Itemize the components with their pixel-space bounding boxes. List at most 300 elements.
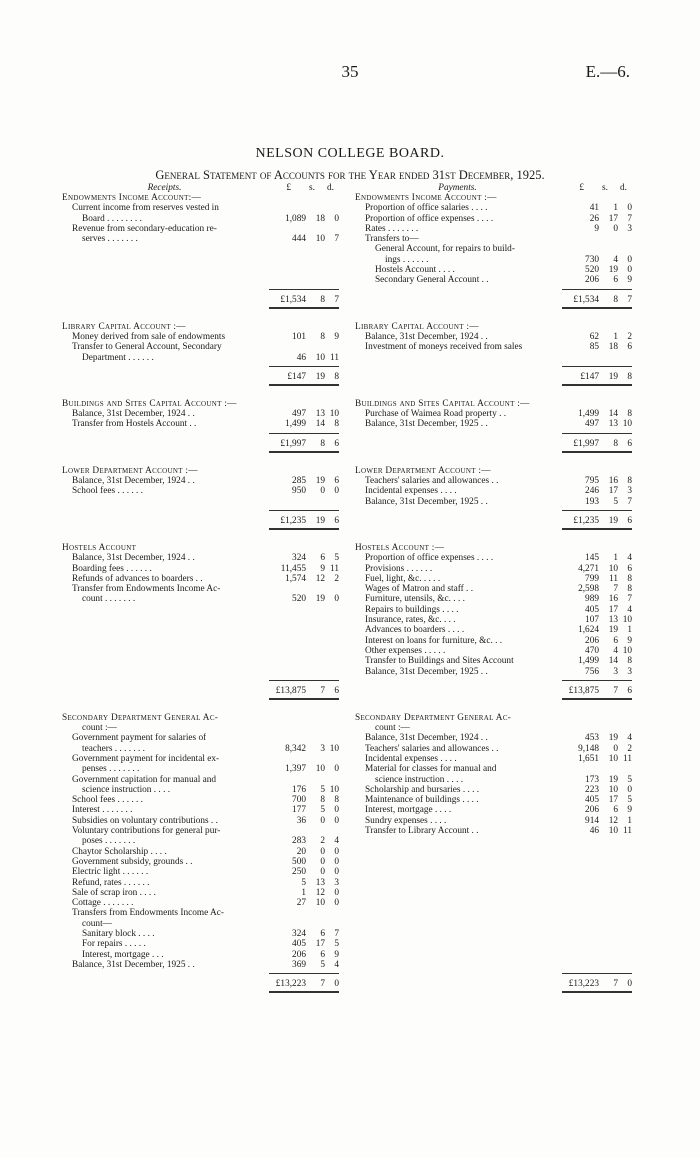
amount-pence: 0: [334, 887, 339, 898]
amount: [269, 234, 339, 244]
amount-pounds: 8,342: [285, 743, 306, 754]
row-label: Fuel, light, &c. . . . .: [365, 573, 441, 584]
row-label: Interest . . . . . . .: [72, 805, 133, 816]
row-label: Cottage . . . . . . .: [72, 898, 134, 909]
amount-shillings: 19: [608, 265, 618, 276]
amount-pence: 9: [334, 949, 339, 960]
row-label: Rates . . . . . . .: [365, 223, 419, 234]
amount-pence: 3: [627, 223, 632, 234]
amount-pounds: 283: [292, 836, 306, 847]
blank-row: [355, 929, 632, 939]
amount-pence: 6: [334, 685, 339, 696]
amount-pence: 0: [334, 846, 339, 857]
row-label: Balance, 31st December, 1924 . .: [72, 476, 195, 487]
row-label: School fees . . . . . .: [72, 486, 144, 497]
amount: [269, 553, 339, 563]
row-label: Material for classes for manual and: [365, 764, 497, 775]
amount: [562, 295, 632, 305]
blank-row: [62, 255, 339, 265]
total-double-rule: [269, 307, 339, 309]
amount: [269, 929, 339, 939]
row-label: Purchase of Waimea Road property . .: [365, 409, 507, 420]
payments-column: [355, 183, 632, 992]
table-row: [355, 826, 632, 836]
amount-pounds: 369: [292, 959, 306, 970]
amount: [269, 816, 339, 826]
amount-pounds: 2,598: [578, 584, 599, 595]
amount-pounds: 193: [585, 496, 599, 507]
amount-pence: 10: [329, 409, 339, 420]
amount: [562, 342, 632, 352]
account-section: [62, 466, 339, 529]
amount-pounds: 145: [585, 553, 599, 564]
amount-pounds: 20: [296, 846, 306, 857]
blank-row: [62, 625, 339, 635]
account-title: Buildings and Sites Capital Account :—: [62, 398, 237, 409]
section-gap: [355, 699, 632, 713]
amount: [269, 878, 339, 888]
table-row: [355, 646, 632, 656]
amount-pounds: 914: [585, 815, 599, 826]
amount-pence: 6: [627, 563, 632, 574]
document-title: NELSON COLLEGE BOARD.: [255, 146, 445, 161]
account-section: [62, 322, 339, 385]
amount: [269, 805, 339, 815]
amount-shillings: 6: [320, 553, 325, 564]
blank-row: [62, 497, 339, 507]
table-row: [62, 960, 339, 970]
blank-row: [62, 605, 339, 615]
table-row: [62, 785, 339, 795]
amount-pence: 0: [627, 265, 632, 276]
table-row: [355, 584, 632, 594]
amount-shillings: 0: [320, 486, 325, 497]
amount: [562, 805, 632, 815]
amount-pounds: £13,223: [568, 979, 599, 990]
amount-pounds: 1,499: [578, 409, 599, 420]
table-row: [355, 497, 632, 507]
total-rule: [269, 433, 339, 434]
table-row: [62, 867, 339, 877]
amount-pounds: 173: [585, 774, 599, 785]
table-row: [62, 898, 339, 908]
amount: [562, 564, 632, 574]
total-double-rule: [269, 528, 339, 530]
amount-pounds: 4,271: [578, 563, 599, 574]
total-rule: [269, 510, 339, 511]
amount-pence: 3: [627, 486, 632, 497]
table-row: [355, 754, 632, 764]
total-double-rule: [269, 698, 339, 700]
amount: [562, 372, 632, 382]
row-label: Proportion of office expenses . . . .: [365, 553, 494, 564]
blank-row: [62, 656, 339, 666]
amount: [269, 939, 339, 949]
amount-pence: 8: [334, 371, 339, 382]
page-number: 35: [341, 62, 359, 81]
amount: [562, 255, 632, 265]
row-label: Sundry expenses . . . .: [365, 815, 447, 826]
amount: [269, 476, 339, 486]
section-gap: [355, 529, 632, 543]
amount-shillings: 19: [608, 515, 618, 526]
amount-shillings: 17: [608, 795, 618, 806]
amount: [269, 960, 339, 970]
amount: [562, 594, 632, 604]
amount: [562, 419, 632, 429]
section-total: [355, 970, 632, 992]
amount-shillings: 12: [315, 887, 325, 898]
amount: [562, 795, 632, 805]
amount-shillings: 0: [613, 743, 618, 754]
row-label: For repairs . . . . .: [82, 939, 146, 950]
table-row: [62, 342, 339, 352]
pounds-symbol: £: [579, 183, 584, 193]
amount-pence: 0: [334, 856, 339, 867]
amount: [269, 764, 339, 774]
row-label: Advances to boarders . . . .: [365, 625, 465, 636]
total-rule: [562, 680, 632, 681]
shillings-symbol: s.: [309, 183, 315, 193]
section-total: [355, 507, 632, 529]
table-row: [62, 419, 339, 429]
amount-pence: 5: [627, 795, 632, 806]
amount-pounds: 206: [585, 275, 599, 286]
amount-pounds: £1,997: [280, 438, 306, 449]
amount: [562, 214, 632, 224]
amount: [269, 795, 339, 805]
amount: [562, 486, 632, 496]
amount-pounds: 497: [292, 409, 306, 420]
section-gap: [355, 308, 632, 322]
payments-heading-row: [355, 183, 632, 193]
receipts-body: [62, 193, 339, 992]
amount-shillings: 1: [613, 553, 618, 564]
amount: [269, 332, 339, 342]
account-title: Secondary Department General Ac-: [62, 712, 219, 723]
amount: [562, 625, 632, 635]
row-label: Transfer from Endowments Income Ac-: [72, 584, 221, 595]
amount-pence: 0: [334, 898, 339, 909]
section-total: [62, 286, 339, 308]
section-total: [62, 970, 339, 992]
table-row: [62, 486, 339, 496]
total-double-rule: [562, 991, 632, 993]
row-label: Government payment for salaries of: [72, 733, 207, 744]
row-label: ings . . . . . .: [385, 254, 429, 265]
amount: [562, 826, 632, 836]
row-label: School fees . . . . . .: [72, 795, 144, 806]
table-row: [62, 929, 339, 939]
amount-pounds: 453: [585, 733, 599, 744]
amount-pence: 3: [627, 666, 632, 677]
amount-shillings: 5: [320, 805, 325, 816]
row-label: Subsidies on voluntary contributions . .: [72, 815, 218, 826]
amount-pounds: 250: [292, 867, 306, 878]
amount-pence: 3: [334, 877, 339, 888]
amount-shillings: 0: [613, 223, 618, 234]
amount-pence: 4: [627, 553, 632, 564]
table-row: [62, 564, 339, 574]
table-row: [355, 409, 632, 419]
table-row: [355, 594, 632, 604]
amount-pence: 9: [627, 275, 632, 286]
table-row: [62, 847, 339, 857]
table-row: [62, 775, 339, 785]
amount: [562, 775, 632, 785]
amount-pounds: 36: [296, 815, 306, 826]
row-label: Electric light . . . . . .: [72, 867, 149, 878]
row-label: Government capitation for manual and: [72, 774, 217, 785]
blank-row: [355, 950, 632, 960]
amount: [269, 785, 339, 795]
amount-pounds: 756: [585, 666, 599, 677]
amount: [562, 574, 632, 584]
row-label: Transfers from Endowments Income Ac-: [72, 908, 224, 919]
table-row: [62, 214, 339, 224]
account-section: [62, 193, 339, 308]
section-total: [355, 363, 632, 385]
amount-shillings: 0: [320, 867, 325, 878]
amount-pounds: 1,574: [285, 573, 306, 584]
amount-pounds: 324: [292, 553, 306, 564]
blank-row: [355, 908, 632, 918]
amount-pounds: 470: [585, 645, 599, 656]
amount-pence: 0: [334, 486, 339, 497]
amount-pounds: 700: [292, 795, 306, 806]
amount-pounds: 950: [292, 486, 306, 497]
row-label: Insurance, rates, &c. . . .: [365, 615, 456, 626]
amount: [269, 744, 339, 754]
table-row: [62, 353, 339, 363]
blank-row: [355, 867, 632, 877]
amount-shillings: 19: [315, 594, 325, 605]
amount: [269, 594, 339, 604]
amount-pounds: 206: [292, 949, 306, 960]
amount-shillings: 4: [613, 645, 618, 656]
row-label: Other expenses . . . . .: [365, 645, 446, 656]
table-row: [355, 265, 632, 275]
amount-shillings: 10: [608, 826, 618, 837]
amount-pence: 0: [627, 979, 632, 990]
amount-pence: 7: [334, 929, 339, 940]
row-label: Balance, 31st December, 1925 . .: [365, 496, 488, 507]
table-row: [355, 723, 632, 733]
table-row: [62, 878, 339, 888]
section-gap: [62, 699, 339, 713]
amount: [562, 584, 632, 594]
amount-shillings: 19: [315, 371, 325, 382]
amount-shillings: 17: [608, 486, 618, 497]
payments-body: [355, 193, 632, 992]
row-label: Maintenance of buildings . . . .: [365, 795, 479, 806]
blank-row: [355, 919, 632, 929]
amount-pence: 4: [627, 733, 632, 744]
amount: [269, 857, 339, 867]
amount-pounds: £13,875: [568, 685, 599, 696]
table-row: [355, 733, 632, 743]
row-label: Interest on loans for furniture, &c. . .: [365, 635, 503, 646]
total-rule: [269, 973, 339, 974]
amount-shillings: 13: [608, 419, 618, 430]
blank-row: [355, 836, 632, 846]
account-section: [355, 193, 632, 308]
amount-shillings: 3: [320, 743, 325, 754]
row-label: Boarding fees . . . . . .: [72, 563, 152, 574]
table-row: [62, 553, 339, 563]
amount-shillings: 6: [613, 635, 618, 646]
section-gap: [62, 529, 339, 543]
amount-shillings: 9: [320, 563, 325, 574]
account-title: Hostels Account: [62, 542, 137, 553]
row-label: Transfer to Library Account . .: [365, 826, 479, 837]
amount: [269, 516, 339, 526]
row-label: Chaytor Scholarship . . . .: [72, 846, 167, 857]
amount-pence: 8: [627, 371, 632, 382]
amount-pence: 8: [627, 573, 632, 584]
amount-pounds: 177: [292, 805, 306, 816]
amount-pence: 7: [334, 294, 339, 305]
row-label: serves . . . . . . .: [82, 234, 138, 245]
table-row: [355, 203, 632, 213]
amount-shillings: 17: [315, 939, 325, 950]
amount: [269, 979, 339, 989]
table-row: [62, 826, 339, 836]
amount-pounds: 500: [292, 856, 306, 867]
row-label: Balance, 31st December, 1924 . .: [365, 733, 488, 744]
table-row: [62, 764, 339, 774]
row-label: Proportion of office salaries . . . .: [365, 203, 488, 214]
amount-pounds: 405: [585, 795, 599, 806]
row-label: Sale of scrap iron . . . .: [72, 887, 156, 898]
amount-pence: 6: [334, 438, 339, 449]
table-row: [355, 605, 632, 615]
amount-pounds: 444: [292, 234, 306, 245]
table-row: [355, 656, 632, 666]
amount-shillings: 19: [315, 476, 325, 487]
table-row: [355, 615, 632, 625]
account-section: [355, 399, 632, 452]
amount-shillings: 10: [608, 563, 618, 574]
total-rule: [562, 289, 632, 290]
row-label: Balance, 31st December, 1924 . .: [72, 409, 195, 420]
table-row: [62, 805, 339, 815]
row-label: count :—: [375, 723, 410, 734]
section-total: [355, 430, 632, 452]
amount-pounds: £13,223: [275, 979, 306, 990]
table-row: [62, 224, 339, 234]
amount-shillings: 16: [608, 476, 618, 487]
blank-row: [62, 615, 339, 625]
amount-pence: 10: [622, 419, 632, 430]
total-rule: [562, 366, 632, 367]
row-label: Provisions . . . . . .: [365, 563, 433, 574]
amount: [562, 497, 632, 507]
table-row: [355, 476, 632, 486]
amount-pounds: 176: [292, 784, 306, 795]
amount-shillings: 8: [320, 331, 325, 342]
row-label: Sanitary block . . . .: [82, 929, 155, 940]
amount-pounds: 246: [585, 486, 599, 497]
amount-pence: 9: [334, 331, 339, 342]
amount: [269, 564, 339, 574]
blank-row: [355, 857, 632, 867]
table-row: [355, 224, 632, 234]
amount-shillings: 12: [608, 815, 618, 826]
section-total: [62, 677, 339, 699]
amount-pence: 4: [627, 604, 632, 615]
amount-pence: 4: [334, 959, 339, 970]
table-row: [62, 476, 339, 486]
amount-shillings: 1: [613, 331, 618, 342]
amount-shillings: 11: [609, 573, 618, 584]
amount: [269, 950, 339, 960]
table-row: [355, 244, 632, 254]
amount-pence: 0: [334, 815, 339, 826]
row-label: Transfer to General Account, Secondary: [72, 342, 222, 353]
row-label: Teachers' salaries and allowances . .: [365, 476, 499, 487]
amount-shillings: 8: [613, 438, 618, 449]
total-double-rule: [562, 384, 632, 386]
amount-pence: 11: [330, 563, 339, 574]
amount-pence: 0: [334, 805, 339, 816]
amount-shillings: 6: [320, 949, 325, 960]
amount-pence: 9: [627, 635, 632, 646]
amount: [269, 372, 339, 382]
row-label: Wages of Matron and staff . .: [365, 584, 474, 595]
amount-pounds: 27: [296, 898, 306, 909]
amount-shillings: 19: [608, 371, 618, 382]
amount-pence: 8: [627, 656, 632, 667]
amount: [269, 847, 339, 857]
table-row: [62, 723, 339, 733]
amount-pence: 7: [334, 234, 339, 245]
amount-shillings: 13: [315, 877, 325, 888]
amount: [269, 295, 339, 305]
amount: [562, 733, 632, 743]
table-row: [355, 486, 632, 496]
table-row: [355, 795, 632, 805]
amount-shillings: 19: [315, 515, 325, 526]
row-label: Balance, 31st December, 1924 . .: [72, 553, 195, 564]
amount: [269, 486, 339, 496]
amount: [562, 275, 632, 285]
amount-shillings: 2: [320, 836, 325, 847]
blank-row: [355, 898, 632, 908]
amount-pounds: £1,235: [280, 515, 306, 526]
amount-shillings: 13: [315, 409, 325, 420]
amount-shillings: 19: [608, 774, 618, 785]
amount: [562, 265, 632, 275]
amount-shillings: 14: [608, 409, 618, 420]
row-label: General Account, for repairs to build-: [375, 244, 515, 255]
amount: [562, 754, 632, 764]
amount-pence: 5: [627, 774, 632, 785]
row-label: science instruction . . . .: [375, 774, 464, 785]
amount-pence: 5: [334, 553, 339, 564]
amount-pence: 7: [627, 213, 632, 224]
row-label: Revenue from secondary-education re-: [72, 223, 217, 234]
amount-shillings: 8: [613, 294, 618, 305]
amount-shillings: 16: [608, 594, 618, 605]
amount: [562, 646, 632, 656]
amount: [562, 656, 632, 666]
amount-shillings: 7: [613, 685, 618, 696]
amount-pounds: 26: [589, 213, 599, 224]
table-row: [355, 744, 632, 754]
table-row: [62, 584, 339, 594]
account-title: Hostels Account :—: [355, 542, 445, 553]
